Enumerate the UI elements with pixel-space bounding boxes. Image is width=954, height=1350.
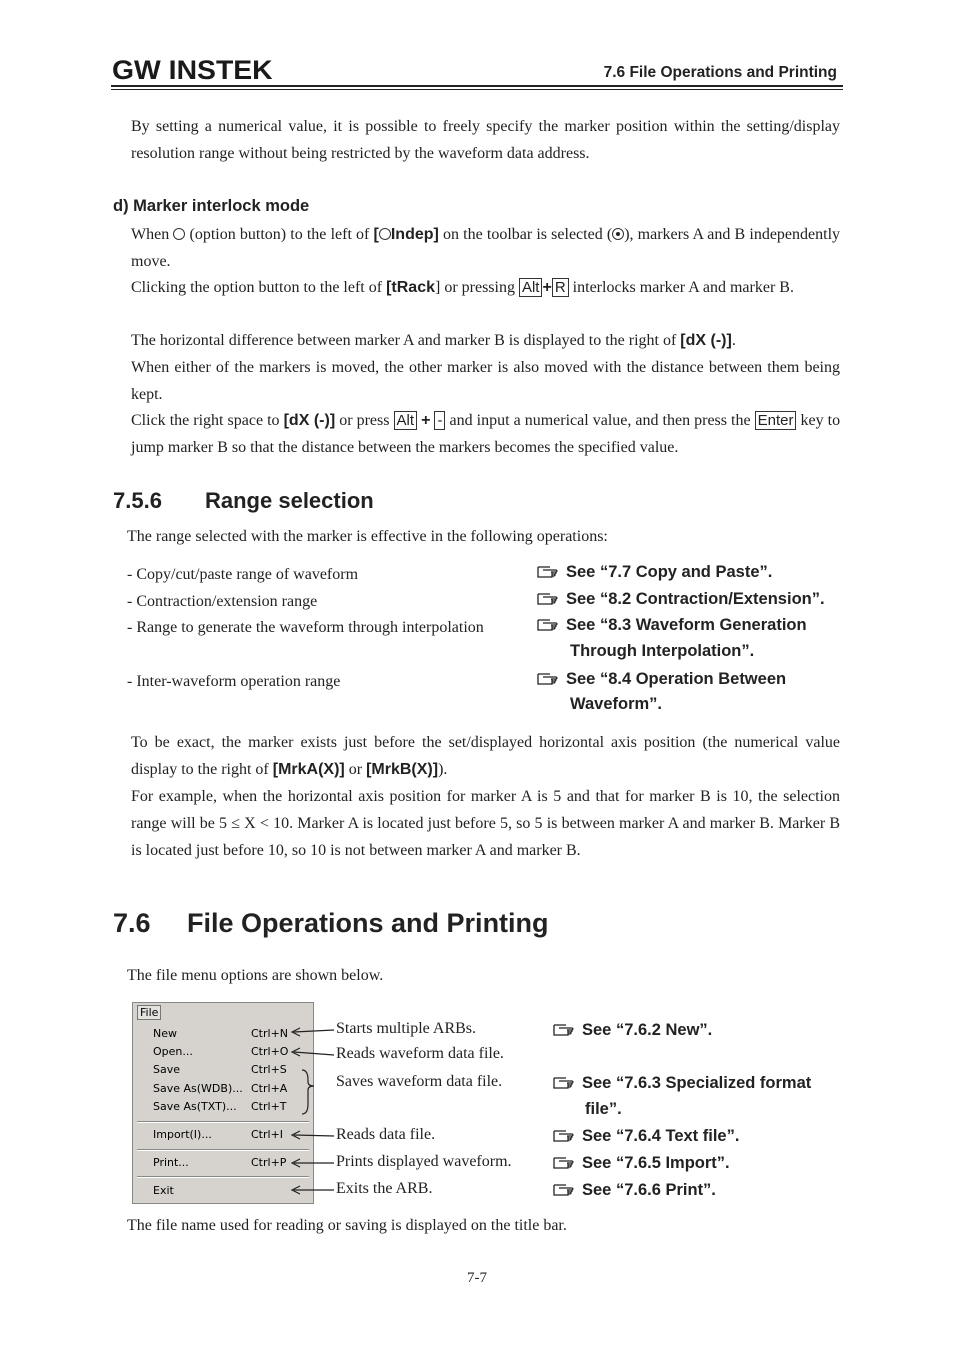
pointing-hand-icon — [553, 1021, 575, 1037]
pointing-hand-icon — [537, 670, 559, 686]
menu-ref: See “7.6.3 Specialized format — [553, 1074, 811, 1093]
pointing-hand-icon — [553, 1154, 575, 1170]
menu-shortcut: Ctrl+A — [251, 1082, 288, 1095]
menu-desc: Reads waveform data file. — [336, 1045, 504, 1062]
range-item-ref: See “8.3 Waveform Generation — [537, 616, 807, 635]
fileops-intro: The file menu options are shown below. — [127, 967, 384, 984]
r-key: R — [552, 278, 569, 297]
menu-separator — [137, 1176, 309, 1178]
menu-ref-cont: file”. — [585, 1100, 622, 1118]
menu-item-exit[interactable]: Exit — [153, 1184, 174, 1197]
header-rule — [111, 85, 843, 87]
menu-shortcut: Ctrl+T — [251, 1100, 287, 1113]
range-intro: The range selected with the marker is effective in the following operations: — [127, 528, 608, 545]
interlock-para-5: Click the right space to [dX (-)] or press Alt + - and input a numerical value, and then press the Enter key to jump marker B so that the distance between the markers becomes the specified value. — [131, 412, 841, 456]
chapter-title: File Operations and Printing — [187, 908, 549, 938]
brand-logo: GW INSTEK — [112, 55, 273, 85]
menu-ref: See “7.6.2 New”. — [553, 1021, 712, 1040]
range-item-label: - Inter-waveform operation range — [127, 673, 341, 690]
menu-ref: See “7.6.6 Print”. — [553, 1181, 716, 1200]
page-number: 7-7 — [467, 1270, 487, 1286]
pointing-hand-icon — [537, 563, 559, 579]
option-button-icon — [379, 228, 391, 240]
chapter-number: 7.6 — [113, 908, 151, 938]
menu-separator — [137, 1121, 309, 1123]
menu-desc: Saves waveform data file. — [336, 1073, 503, 1090]
menu-shortcut: Ctrl+I — [251, 1128, 284, 1141]
menu-shortcut: Ctrl+P — [251, 1156, 287, 1169]
menu-item-open[interactable]: Open... — [153, 1045, 193, 1058]
alt-key: Alt — [519, 278, 543, 297]
menu-shortcut: Ctrl+N — [251, 1027, 289, 1040]
range-item-ref: See “8.4 Operation Between — [537, 670, 786, 689]
section-title: Range selection — [205, 488, 374, 513]
pointing-hand-icon — [553, 1127, 575, 1143]
file-menu-title[interactable]: File — [137, 1005, 161, 1020]
menu-shortcut: Ctrl+S — [251, 1063, 287, 1076]
menu-bar — [133, 1003, 313, 1021]
menu-desc: Reads data file. — [336, 1126, 436, 1143]
pointing-hand-icon — [537, 590, 559, 606]
menu-item-import[interactable]: Import(I)... — [153, 1128, 212, 1141]
interlock-heading: d) Marker interlock mode — [113, 197, 310, 215]
range-item-ref-cont: Through Interpolation”. — [570, 642, 755, 660]
menu-item-new[interactable]: New — [153, 1027, 177, 1040]
pointing-hand-icon — [553, 1181, 575, 1197]
range-item-ref: See “7.7 Copy and Paste”. — [537, 563, 772, 582]
selected-option-icon — [612, 228, 624, 240]
interlock-para-1: When (option button) to the left of [ Indep] on the toolbar is selected ( ), markers A and B independently move. — [131, 226, 841, 270]
menu-ref: See “7.6.5 Import”. — [553, 1154, 730, 1173]
pointing-hand-icon — [553, 1074, 575, 1090]
range-item-ref: See “8.2 Contraction/Extension”. — [537, 590, 825, 609]
callout-arrows — [288, 1020, 338, 1205]
menu-item-save-as-txt[interactable]: Save As(TXT)... — [153, 1100, 237, 1113]
range-item-ref-cont: Waveform”. — [570, 695, 662, 713]
menu-desc: Exits the ARB. — [336, 1180, 433, 1197]
interlock-para-3: The horizontal difference between marker A and marker B is displayed to the right of [dX (-)]. — [131, 332, 736, 349]
intro-paragraph: By setting a numerical value, it is possible to freely specify the marker position within the setting/display resolution range without being restricted by the waveform data address. — [131, 118, 840, 162]
header-rule-thin — [111, 89, 843, 90]
interlock-para-2: Clicking the option button to the left of [tRack] or pressing Alt + R interlocks marker A and marker B. — [131, 279, 794, 296]
alt-key: Alt — [394, 411, 418, 430]
menu-item-save[interactable]: Save — [153, 1063, 181, 1076]
menu-item-print[interactable]: Print... — [153, 1156, 189, 1169]
range-item-label: - Contraction/extension range — [127, 593, 318, 610]
running-header: 7.6 File Operations and Printing — [603, 64, 837, 81]
menu-shortcut: Ctrl+O — [251, 1045, 289, 1058]
enter-key: Enter — [755, 411, 797, 430]
menu-desc: Prints displayed waveform. — [336, 1153, 512, 1170]
menu-desc: Starts multiple ARBs. — [336, 1020, 477, 1037]
minus-key: - — [434, 411, 445, 430]
range-item-label: - Range to generate the waveform through interpolation — [127, 619, 484, 636]
file-menu — [132, 1002, 314, 1204]
range-exact-paragraph: To be exact, the marker exists just before the set/displayed horizontal axis position (the numerical value display to the right of [MrkA(X)] or [MrkB(X)]). — [131, 734, 840, 778]
menu-ref: See “7.6.4 Text file”. — [553, 1127, 739, 1146]
menu-item-save-as-wdb[interactable]: Save As(WDB)... — [153, 1082, 243, 1095]
fileops-footer-note: The file name used for reading or saving is displayed on the title bar. — [127, 1217, 567, 1234]
range-item-label: - Copy/cut/paste range of waveform — [127, 566, 359, 583]
pointing-hand-icon — [537, 616, 559, 632]
option-button-icon — [173, 228, 185, 240]
range-example-paragraph: For example, when the horizontal axis position for marker A is 5 and that for marker B is 10, the selection range will be 5 ≤ X < 10. Marker A is located just before 5, so 5 is between marker A and marker B. Marker B is located just before 10, so 10 is not between marker A and marker B. — [131, 788, 840, 859]
section-number: 7.5.6 — [113, 488, 162, 513]
interlock-para-4: When either of the markers is moved, the other marker is also moved with the distance between them being kept. — [131, 359, 840, 403]
menu-separator — [137, 1149, 309, 1151]
